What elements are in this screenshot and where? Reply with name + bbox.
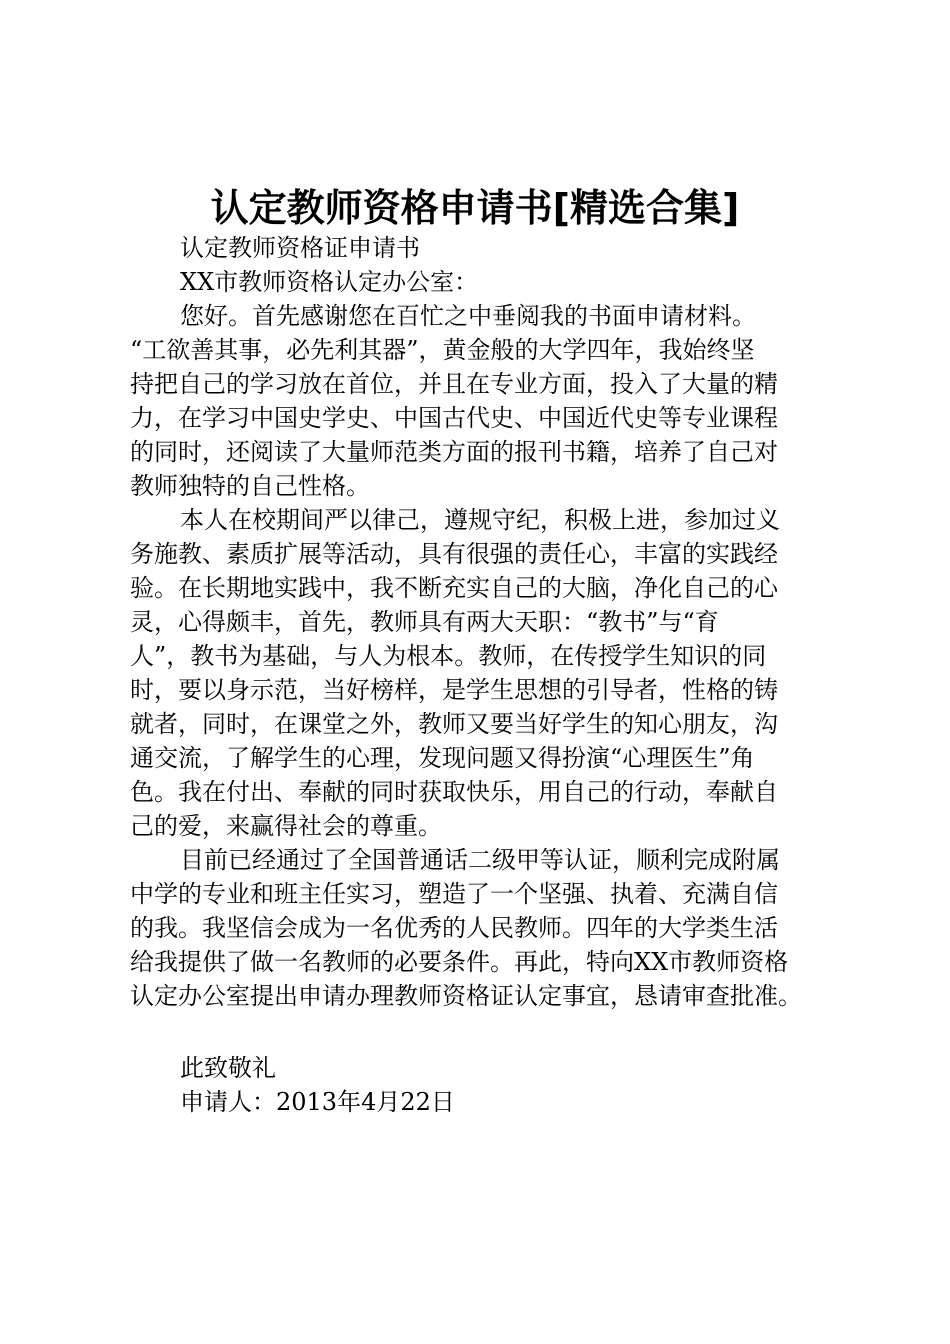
document-subtitle: 认定教师资格证申请书 — [180, 234, 420, 262]
text-line: 时，要以身示范，当好榜样，是学生思想的引导者，性格的铸 — [130, 676, 778, 704]
text-line: 务施教、素质扩展等活动，具有很强的责任心，丰富的实践经 — [130, 540, 778, 568]
text-line: 己的爱，来赢得社会的尊重。 — [130, 812, 442, 840]
text-line: 认定办公室提出申请办理教师资格证认定事宜，恳请审查批准。 — [130, 982, 802, 1010]
text-line: 的我。我坚信会成为一名优秀的人民教师。四年的大学类生活 — [130, 914, 778, 942]
text-line: 持把自己的学习放在首位，并且在专业方面，投入了大量的精 — [130, 370, 778, 398]
document-body — [130, 231, 830, 1119]
text-line: “工欲善其事，必先利其器”，黄金般的大学四年，我始终坚 — [130, 336, 755, 364]
text-line: 本人在校期间严以律己，遵规守纪，积极上进，参加过义 — [180, 506, 780, 534]
closing-salutation: 此致敬礼 — [180, 1054, 276, 1082]
text-line: 的同时，还阅读了大量师范类方面的报刊书籍，培养了自己对 — [130, 438, 778, 466]
document-title: 认定教师资格申请书[精选合集] — [210, 186, 740, 230]
text-line: 力，在学习中国史学史、中国古代史、中国近代史等专业课程 — [130, 404, 778, 432]
addressee: XX市教师资格认定办公室： — [180, 268, 479, 296]
signature-date: 申请人：2013年4月22日 — [180, 1088, 455, 1116]
spacer — [130, 1013, 830, 1051]
paragraph-request — [130, 843, 830, 1013]
text-line: 您好。首先感谢您在百忙之中垂阅我的书面申请材料。 — [180, 302, 756, 330]
paragraph-self-description — [130, 503, 830, 843]
text-line: 色。我在付出、奉献的同时获取快乐，用自己的行动，奉献自 — [130, 778, 778, 806]
text-line: 中学的专业和班主任实习，塑造了一个坚强、执着、充满自信 — [130, 880, 778, 908]
text-line: 灵，心得颇丰，首先，教师具有两大天职：“教书”与“育 — [130, 608, 719, 636]
text-line: 验。在长期地实践中，我不断充实自己的大脑，净化自己的心 — [130, 574, 778, 602]
text-line: 给我提供了做一名教师的必要条件。再此，特向XX市教师资格 — [130, 948, 789, 976]
text-line: 就者，同时，在课堂之外，教师又要当好学生的知心朋友，沟 — [130, 710, 778, 738]
text-line: 通交流，了解学生的心理，发现问题又得扮演“心理医生”角 — [130, 744, 755, 772]
text-line: 教师独特的自己性格。 — [130, 472, 370, 500]
text-line: 人”，教书为基础，与人为根本。教师，在传授学生知识的同 — [130, 642, 767, 670]
paragraph-greeting — [130, 299, 830, 503]
text-line: 目前已经通过了全国普通话二级甲等认证，顺利完成附属 — [180, 846, 780, 874]
